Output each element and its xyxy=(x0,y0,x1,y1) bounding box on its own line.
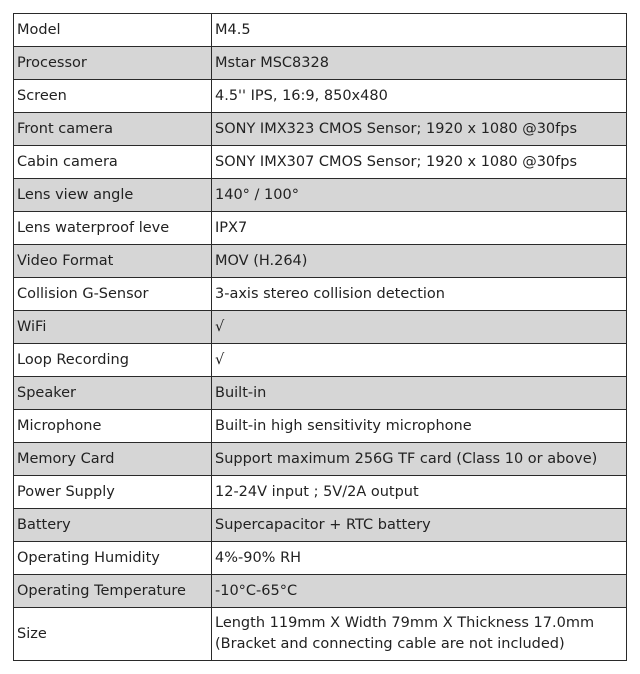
spec-label: Operating Temperature xyxy=(14,575,212,608)
spec-table xyxy=(13,13,627,661)
spec-value-line: Length 119mm X Width 79mm X Thickness 17.0mm xyxy=(215,615,595,631)
spec-table-body xyxy=(14,14,627,661)
spec-value xyxy=(212,212,627,245)
spec-value-line: 3-axis stereo collision detection xyxy=(215,285,445,302)
spec-value xyxy=(212,608,627,661)
spec-value-line: Mstar MSC8328 xyxy=(215,54,329,71)
spec-value xyxy=(212,146,627,179)
spec-label: Memory Card xyxy=(14,443,212,476)
spec-value-line: √ xyxy=(215,351,225,368)
spec-value-line: Built-in high sensitivity microphone xyxy=(215,417,472,434)
spec-label: Screen xyxy=(14,80,212,113)
spec-value-line: (Bracket and connecting cable are not included) xyxy=(215,636,565,652)
spec-row xyxy=(14,443,627,476)
spec-row xyxy=(14,14,627,47)
spec-value-line: IPX7 xyxy=(215,219,248,236)
spec-row xyxy=(14,245,627,278)
spec-label: Front camera xyxy=(14,113,212,146)
spec-label: Power Supply xyxy=(14,476,212,509)
spec-value xyxy=(212,575,627,608)
spec-row xyxy=(14,311,627,344)
spec-row xyxy=(14,410,627,443)
spec-row xyxy=(14,344,627,377)
spec-value-line: 4%-90% RH xyxy=(215,549,302,566)
spec-value xyxy=(212,80,627,113)
spec-label: Processor xyxy=(14,47,212,80)
spec-value-line: √ xyxy=(215,318,225,335)
spec-value xyxy=(212,113,627,146)
spec-value-line: -10°C-65°C xyxy=(215,582,298,599)
spec-row xyxy=(14,278,627,311)
spec-value xyxy=(212,47,627,80)
spec-value xyxy=(212,344,627,377)
spec-row xyxy=(14,179,627,212)
spec-value xyxy=(212,179,627,212)
spec-label: Lens view angle xyxy=(14,179,212,212)
spec-row xyxy=(14,146,627,179)
spec-row xyxy=(14,608,627,661)
spec-label: Battery xyxy=(14,509,212,542)
spec-value-line: SONY IMX307 CMOS Sensor; 1920 x 1080 @30fps xyxy=(215,153,578,170)
spec-row xyxy=(14,212,627,245)
spec-value xyxy=(212,509,627,542)
spec-label: Size xyxy=(14,608,212,661)
spec-value xyxy=(212,410,627,443)
spec-label: Collision G-Sensor xyxy=(14,278,212,311)
spec-label: WiFi xyxy=(14,311,212,344)
spec-label: Video Format xyxy=(14,245,212,278)
spec-value xyxy=(212,311,627,344)
spec-row xyxy=(14,113,627,146)
spec-row xyxy=(14,476,627,509)
spec-value-line: 4.5'' IPS, 16:9, 850x480 xyxy=(215,87,388,104)
spec-label: Lens waterproof leve xyxy=(14,212,212,245)
spec-label: Model xyxy=(14,14,212,47)
spec-value-line: 140° / 100° xyxy=(215,186,299,203)
spec-row xyxy=(14,377,627,410)
spec-value-line: 12-24V input ; 5V/2A output xyxy=(215,483,419,500)
spec-value-line: SONY IMX323 CMOS Sensor; 1920 x 1080 @30fps xyxy=(215,120,578,137)
spec-row xyxy=(14,575,627,608)
spec-row xyxy=(14,80,627,113)
spec-row xyxy=(14,542,627,575)
spec-value-line: Built-in xyxy=(215,384,267,401)
spec-value xyxy=(212,443,627,476)
spec-label: Cabin camera xyxy=(14,146,212,179)
spec-value xyxy=(212,542,627,575)
spec-label: Speaker xyxy=(14,377,212,410)
spec-value-line: Supercapacitor + RTC battery xyxy=(215,516,431,533)
spec-value xyxy=(212,245,627,278)
spec-value-line: M4.5 xyxy=(215,21,251,38)
spec-label: Microphone xyxy=(14,410,212,443)
spec-label: Loop Recording xyxy=(14,344,212,377)
spec-row xyxy=(14,47,627,80)
spec-label: Operating Humidity xyxy=(14,542,212,575)
spec-value-line: MOV (H.264) xyxy=(215,252,308,269)
spec-value xyxy=(212,278,627,311)
spec-value-line: Support maximum 256G TF card (Class 10 or above) xyxy=(215,450,598,467)
spec-value xyxy=(212,377,627,410)
spec-row xyxy=(14,509,627,542)
spec-value xyxy=(212,14,627,47)
spec-value xyxy=(212,476,627,509)
